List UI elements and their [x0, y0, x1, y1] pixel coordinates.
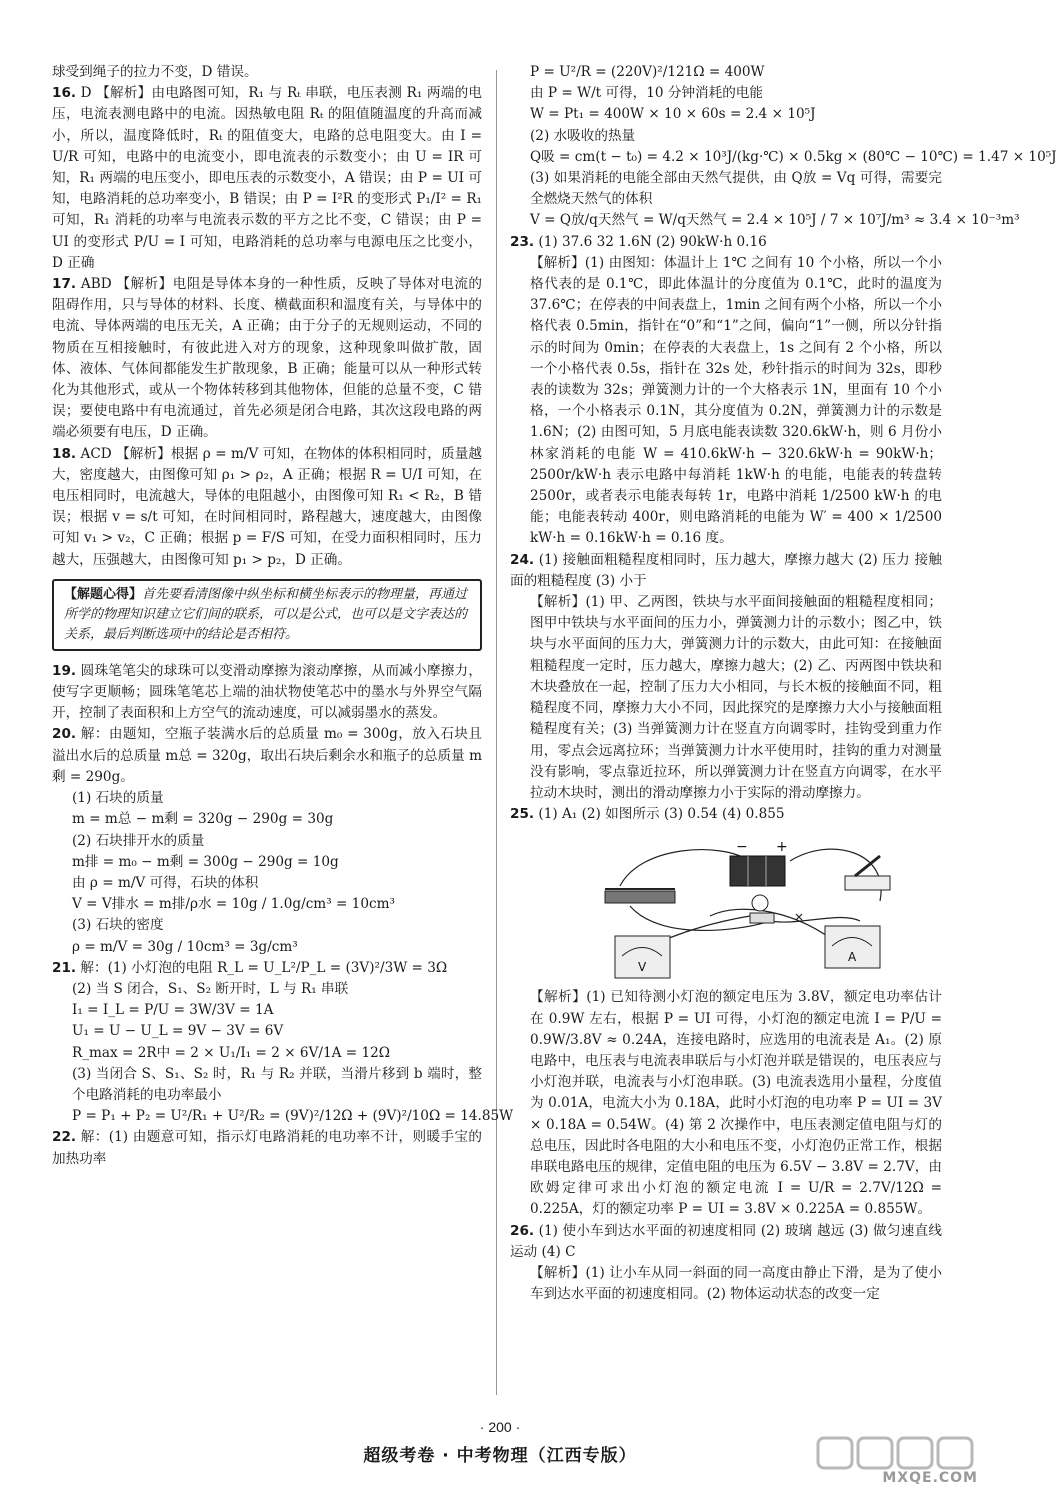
question-21: [52, 958, 482, 979]
question-text: (1) 接触面粗糙程度相同时，压力越大，摩擦力越大 (2) 压力 接触面的粗糙程度 (3) 小于: [510, 551, 943, 589]
equation: P = P₁ + P₂ = U²/R₁ + U²/R₂ = (9V)²/12Ω + (9V)²/10Ω = 14.85W: [72, 1108, 514, 1125]
equation: m = m总 − m剩 = 320g − 290g = 30g: [72, 811, 334, 828]
question-text: ACD 【解析】根据 ρ = m/V 可知，在物体的体积相同时，质量越大，密度越大，由图像可知 ρ₁ > ρ₂，A 正确；根据 R = U/I 可知，在电压相同时，电流越大，导体的电阻越小，由图像可知 R₁ < R₂，B 错误；根据 v = s/t 可知，在时间相同时，路程越大，速度越大，由图像可知 v₁ > v₂，C 正确；根据 p = F/S 可知，在受力面积相同时，压力越大，压强越大，由图像可知 p₁ > p₂，D 正确。: [52, 445, 482, 568]
question-24: [510, 550, 942, 592]
circuit-figure: [600, 831, 900, 981]
bulb-holder: [750, 913, 774, 923]
watermark-text: MXQE.COM: [882, 1470, 978, 1486]
question-text: 解：(1) 小灯泡的电阻 R_L = U_L²/P_L = (3V)²/3W = 3Ω: [80, 959, 448, 976]
rheostat: [605, 891, 675, 903]
question-number: 20.: [52, 726, 77, 743]
tip-box-text: 首先要看清图像中纵坐标和横坐标表示的物理量，再通过所学的物理知识建立它们间的联系，可以是公式，也可以是文字表达的关系，最后判断选项中的结论是否相符。: [64, 586, 468, 642]
question-number: 22.: [52, 1129, 77, 1146]
text-line: (2) 石块排开水的质量: [72, 832, 205, 849]
equation: m排 = m₀ − m剩 = 300g − 290g = 10g: [72, 853, 339, 870]
equation: P = U²/R = (220V)²/121Ω = 400W: [530, 64, 765, 80]
question-number: 24.: [510, 551, 535, 568]
battery: [730, 856, 785, 886]
equation: Q吸 = cm(t − t₀) = 4.2 × 10³J/(kg·℃) × 0.5kg × (80℃ − 10℃) = 1.47 × 10⁵J: [530, 148, 1057, 165]
question-text: ABD 【解析】电阻是导体本身的一种性质，反映了导体对电流的阻碍作用，只与导体的材料、长度、横截面积和温度有关，与导体中的电流、导体两端的电压无关，A 正确；由于分子的无规则运动，不同的物质在互相接触时，有彼此进入对方的现象，这种现象叫做扩散，固体、液体、气体间都能发生扩散现象，B 正确；能量可以从一种形式转化为其他形式，或从一个物体转移到其他物体，但能的总量不变，C 错误；要使电路中有电流通过，首先必须是闭合电路，其次这段电路的两端必须要有电压，D 正确。: [52, 276, 482, 441]
question-20: [52, 724, 482, 788]
battery-minus-label: −: [736, 839, 748, 856]
tip-box: [52, 579, 482, 651]
question-text: (1) 使小车到达水平面的初速度相同 (2) 玻璃 越远 (3) 做匀速直线运动 (4) C: [510, 1222, 942, 1260]
text-line: (1) 石块的质量: [72, 790, 164, 807]
switch: [845, 876, 890, 890]
cross-mark: [796, 914, 802, 920]
text-line: (3) 当闭合 S、S₁、S₂ 时，R₁ 与 R₂ 并联，当滑片移到 b 端时，整个电路消耗的电功率最小: [72, 1065, 482, 1103]
text-line: (2) 水吸收的热量: [530, 127, 636, 144]
question-19: [52, 661, 482, 725]
bulb: [752, 895, 768, 911]
page-number: · 200 ·: [479, 1419, 521, 1435]
text-line: (2) 当 S 闭合，S₁、S₂ 断开时，L 与 R₁ 串联: [72, 980, 349, 997]
question-number: 19.: [52, 662, 77, 679]
question-number: 18.: [52, 445, 77, 462]
question-18: [52, 444, 482, 571]
equation: V = V排水 = m排/ρ水 = 10g / 1.0g/cm³ = 10cm³: [72, 896, 395, 913]
question-25: [510, 804, 942, 825]
question-number: 25.: [510, 806, 535, 823]
question-23: [510, 232, 942, 253]
text-line: 【解析】(1) 由图知：体温计上 1℃ 之间有 10 个小格，所以一个小格代表的是 0.1℃，即此体温计的分度值为 0.1℃，此时的温度为 37.6℃；在停表的中间表盘上，1min 之间有两个小格，所以一个小格代表 0.5min，指针在“0”和“1”之间，偏向“1”一侧，所以分针指示的时间为 0min；在停表的大表盘上，1s 之间有 2 个小格，所以一个小格代表 0.5s，指针在 32s 处，秒针指示的时间为 32s，即秒表的读数为 32s；弹簧测力计的一个大格表示 1N，里面有 10 个小格，一个小格表示 0.1N，其分度值为 0.2N，弹簧测力计的示数是 1.6N；(2) 由图可知，5 月底电能表读数 320.6kW·h，则 6 月份小林家消耗的电能 W = 410.6kW·h − 320.6kW·h = 90kW·h；2500r/kW·h 表示电路中每消耗 1kW·h 的电能，电能表的转盘转 2500r，或者表示电能表每转 1r，电路中消耗 1/2500 kW·h 的电能；电能表转动 400r，则电路消耗的电能为 W′ = 400 × 1/2500 kW·h = 0.16kW·h = 0.16 度。: [530, 254, 942, 547]
circuit-diagram: [600, 831, 900, 981]
question-26: [510, 1221, 942, 1263]
text-line: 由 P = W/t 可得，10 分钟消耗的电能: [530, 85, 763, 102]
battery-plus-label: +: [776, 839, 788, 856]
question-number: 21.: [52, 959, 77, 976]
right-column: [510, 62, 1057, 1305]
book-title: 超级考卷 · 中考物理（江西专版）: [363, 1446, 637, 1466]
equation: R_max = 2R中 = 2 × U₁/I₁ = 2 × 6V/1A = 12Ω: [72, 1044, 391, 1061]
text-line: 球受到绳子的拉力不变，D 错误。: [52, 64, 258, 80]
question-16: [52, 83, 482, 274]
tip-box-title: 【解题心得】: [64, 586, 143, 602]
question-text: 圆珠笔笔尖的球珠可以变滑动摩擦为滚动摩擦，从而减小摩擦力，使写字更顺畅；圆珠笔笔芯上端的油状物使笔芯中的墨水与外界空气隔开，控制了表面积和上方空气的流动速度，可以减弱墨水的蒸发。: [52, 662, 482, 722]
equation: W = Pt₁ = 400W × 10 × 60s = 2.4 × 10⁵J: [530, 106, 816, 123]
equation: ρ = m/V = 30g / 10cm³ = 3g/cm³: [72, 938, 298, 955]
text-line: 由 ρ = m/V 可得，石块的体积: [72, 874, 259, 891]
wire: [710, 910, 840, 947]
left-column: [52, 62, 514, 1170]
question-text: (1) 37.6 32 1.6N (2) 90kW·h 0.16: [538, 233, 767, 250]
text-line: (3) 石块的密度: [72, 917, 164, 934]
column-divider: [496, 70, 497, 1395]
text-line: 【解析】(1) 已知待测小灯泡的额定电压为 3.8V，额定电功率估计在 0.9W 左右，根据 P = UI 可得，小灯泡的额定电流 I = P/U = 0.9W/3.8V ≈ 0.24A，连接电路时，应选用的电流表是 A₁。(2) 原电路中，电压表与电流表串联后与小灯泡并联是错误的，电压表应与小灯泡并联，电流表与小灯泡串联。(3) 电流表选用小量程，分度值为 0.01A，电流大小为 0.18A，此时小灯泡的电功率 P = UI = 3V × 0.18A = 0.54W。(4) 第 2 次操作中，电压表测定值电阻与灯的总电压，因此时各电阻的大小和电压不变，小灯泡仍正常工作，根据串联电路电压的规律，定值电阻的电压为 6.5V − 3.8V = 2.7V，由欧姆定律可求出小灯泡的额定电流 I = U/R = 2.7V/12Ω = 0.225A，灯的额定功率 P = UI = 3.8V × 0.225A = 0.855W。: [530, 989, 942, 1218]
question-text: D 【解析】由电路图可知，R₁ 与 Rₜ 串联，电压表测 R₁ 两端的电压，电流表测电路中的电流。因热敏电阻 Rₜ 的阻值随温度的升高而减小，所以，温度降低时，Rₜ 的阻值变大，电路的总电阻变大。由 I = U/R 可知，电路中的电流变小，即电流表的示数变小；由 U = IR 可知，R₁ 两端的电压变小，即电压表的示数变小，A 错误；由 P = UI 可知，电路消耗的总功率变小，B 错误；由 P = I²R 的变形式 P₁/I² = R₁ 可知，R₁ 消耗的功率与电流表示数的平方之比不变，C 错误；由 P = UI 的变形式 P/U = I 可知，电路消耗的总功率与电源电压之比变小，D 正确: [52, 85, 483, 271]
question-text: 解：(1) 由题意可知，指示灯电路消耗的电功率不计，则暖手宝的加热功率: [52, 1129, 482, 1167]
voltmeter-label: V: [638, 960, 647, 975]
wire: [790, 849, 881, 901]
text-line: (3) 如果消耗的电能全部由天然气提供，由 Q放 = Vq 可得，需要完全燃烧天然气的体积: [530, 170, 942, 208]
question-number: 26.: [510, 1222, 535, 1239]
question-22: [52, 1127, 482, 1169]
question-number: 16.: [52, 85, 77, 102]
question-text: 解：由题知，空瓶子装满水后的总质量 m₀ = 300g，放入石块且溢出水后的总质量 m总 = 320g，取出石块后剩余水和瓶子的总质量 m剩 = 290g。: [52, 726, 482, 785]
text-line: 【解析】(1) 让小车从同一斜面的同一高度由静止下滑，是为了使小车到达水平面的初速度相同。(2) 物体运动状态的改变一定: [530, 1264, 942, 1303]
equation: U₁ = U − U_L = 9V − 3V = 6V: [72, 1023, 284, 1040]
ammeter-label: A: [848, 950, 857, 965]
switch-lever: [855, 856, 880, 876]
question-17: [52, 274, 482, 444]
question-number: 17.: [52, 276, 77, 293]
equation: I₁ = I_L = P/U = 3W/3V = 1A: [72, 1002, 274, 1019]
question-number: 23.: [510, 233, 535, 250]
question-text: (1) A₁ (2) 如图所示 (3) 0.54 (4) 0.855: [538, 806, 785, 823]
equation: V = Q放/q天然气 = W/q天然气 = 2.4 × 10⁵J / 7 × 10⁷J/m³ ≈ 3.4 × 10⁻³m³: [530, 212, 1020, 229]
wire: [770, 918, 860, 923]
text-line: 【解析】(1) 甲、乙两图，铁块与水平面间接触面的粗糙程度相同；图甲中铁块与水平面间的压力小，弹簧测力计的示数小；图乙中，铁块与水平面间的压力大，弹簧测力计的示数大，由此可知：在接触面粗糙程度一定时，压力越大，摩擦力越大；(2) 乙、丙两图中铁块和木块叠放在一起，控制了压力大小相同，与长木板的接触面不同，粗糙程度不同，摩擦力大小不同，因此探究的是摩擦力大小与接触面粗糙程度有关；(3) 当弹簧测力计在竖直方向调零时，挂钩受到重力作用，零点会远离拉环；当弹簧测力计水平使用时，挂钩的重力对测量没有影响，零点靠近拉环，所以弹簧测力计在竖直方向调零，在水平拉动木块时，测出的滑动摩擦力小于实际的滑动摩擦力。: [530, 594, 942, 801]
